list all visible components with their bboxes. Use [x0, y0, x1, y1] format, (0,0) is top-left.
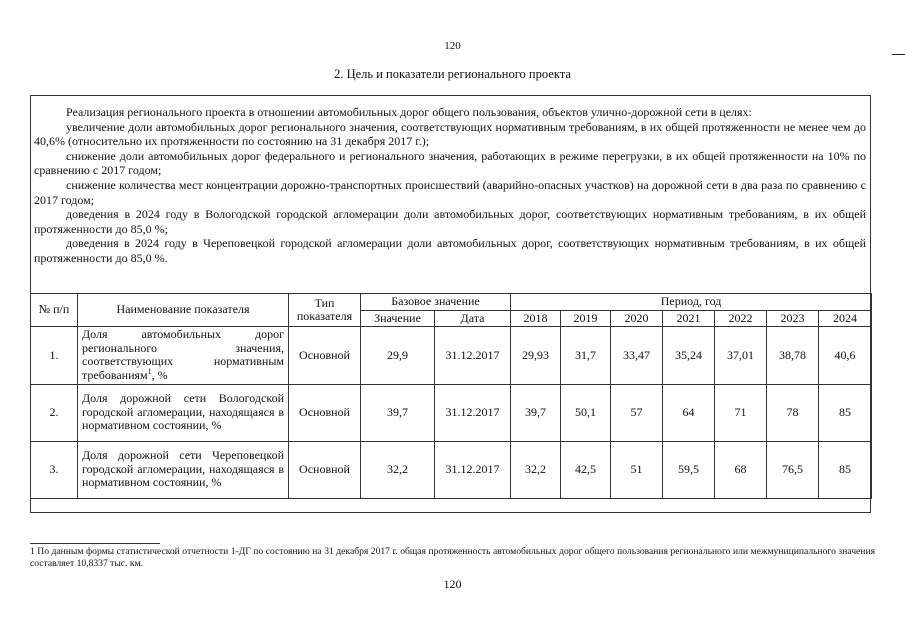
page-number-top: 120 [444, 40, 461, 52]
year-value: 40,6 [819, 327, 872, 384]
base-value: 29,9 [361, 327, 435, 384]
intro-paragraph: снижение количества мест концентрации дорожно-транспортных происшествий (аварийно-опасных участков) на дорожной сети в два раза по сравнению с 2017 годом; [34, 177, 866, 207]
base-date: 31.12.2017 [435, 384, 511, 441]
header-year: 2022 [715, 310, 767, 327]
intro-paragraph: снижение доли автомобильных дорог федерального и регионального значения, работающих в режиме перегрузки, в их общей протяженности на 10% по сравнению с 2017 годом; [34, 148, 866, 178]
year-value: 42,5 [561, 441, 611, 498]
year-value: 31,7 [561, 327, 611, 384]
year-value: 29,93 [511, 327, 561, 384]
indicator-type: Основной [289, 384, 361, 441]
base-value: 32,2 [361, 441, 435, 498]
header-period: Период, год [511, 294, 872, 311]
year-value: 35,24 [663, 327, 715, 384]
year-value: 64 [663, 384, 715, 441]
header-year: 2021 [663, 310, 715, 327]
header-base: Базовое значение [361, 294, 511, 311]
year-value: 85 [819, 441, 872, 498]
indicator-name-text: Доля автомобильных дорог регионального значения, соответствующих нормативным требованиям [82, 327, 284, 382]
year-value: 39,7 [511, 384, 561, 441]
footnote: 1 По данным формы статистической отчетности 1-ДГ по состоянию на 31 декабря 2017 г. общая протяженность автомобильных дорог общего пользования регионального или межмуниципального значения составляет 10,8337 тыс. км. [30, 546, 875, 569]
table-row [31, 384, 872, 441]
indicator-name: Доля дорожной сети Вологодской городской агломерации, находящаяся в нормативном состоянии, % [78, 384, 289, 441]
footnote-ref: 1 [147, 366, 152, 376]
indicator-name [78, 327, 289, 384]
table-row [31, 327, 872, 384]
indicator-type: Основной [289, 327, 361, 384]
table-row [31, 441, 872, 498]
header-year: 2024 [819, 310, 872, 327]
base-date: 31.12.2017 [435, 441, 511, 498]
indicators-table [30, 293, 872, 499]
year-value: 76,5 [767, 441, 819, 498]
year-value: 32,2 [511, 441, 561, 498]
header-year: 2019 [561, 310, 611, 327]
header-num: № п/п [31, 294, 78, 327]
year-value: 57 [611, 384, 663, 441]
header-year: 2023 [767, 310, 819, 327]
header-year: 2018 [511, 310, 561, 327]
intro-paragraph: доведения в 2024 году в Череповецкой городской агломерации доли автомобильных дорог, соответствующих нормативным требованиям, в их общей протяженности до 85,0 %. [34, 236, 866, 265]
header-year: 2020 [611, 310, 663, 327]
indicator-type: Основной [289, 441, 361, 498]
year-value: 71 [715, 384, 767, 441]
header-type: Тип показателя [289, 294, 361, 327]
year-value: 78 [767, 384, 819, 441]
intro-text [34, 105, 866, 266]
edge-mark [892, 54, 905, 55]
year-value: 37,01 [715, 327, 767, 384]
header-base-date: Дата [435, 310, 511, 327]
year-value: 50,1 [561, 384, 611, 441]
row-num: 3. [31, 441, 78, 498]
intro-paragraph: доведения в 2024 году в Вологодской городской агломерации доли автомобильных дорог, соответствующих нормативным требованиям, в их общей протяженности до 85,0 %; [34, 207, 866, 236]
year-value: 38,78 [767, 327, 819, 384]
year-value: 33,47 [611, 327, 663, 384]
footnote-separator [30, 543, 160, 544]
intro-paragraph: Реализация регионального проекта в отношении автомобильных дорог общего пользования, объектов улично-дорожной сети в целях: [66, 105, 752, 119]
year-value: 85 [819, 384, 872, 441]
section-title: 2. Цель и показатели регионального проекта [334, 67, 571, 81]
year-value: 59,5 [663, 441, 715, 498]
base-value: 39,7 [361, 384, 435, 441]
header-name: Наименование показателя [78, 294, 289, 327]
year-value: 68 [715, 441, 767, 498]
intro-paragraph: увеличение доли автомобильных дорог регионального значения, соответствующих нормативным требованиям, в их общей протяженности не менее чем до 40,6% (относительно их протяженности по состоянию на 31 декабря 2017 г.); [34, 119, 866, 149]
indicator-unit: , % [151, 367, 168, 382]
base-date: 31.12.2017 [435, 327, 511, 384]
year-value: 51 [611, 441, 663, 498]
row-num: 2. [31, 384, 78, 441]
indicator-name: Доля дорожной сети Череповецкой городской агломерации, находящаяся в нормативном состоянии, % [78, 441, 289, 498]
page-number-bottom: 120 [443, 577, 462, 591]
header-base-value: Значение [361, 310, 435, 327]
row-num: 1. [31, 327, 78, 384]
